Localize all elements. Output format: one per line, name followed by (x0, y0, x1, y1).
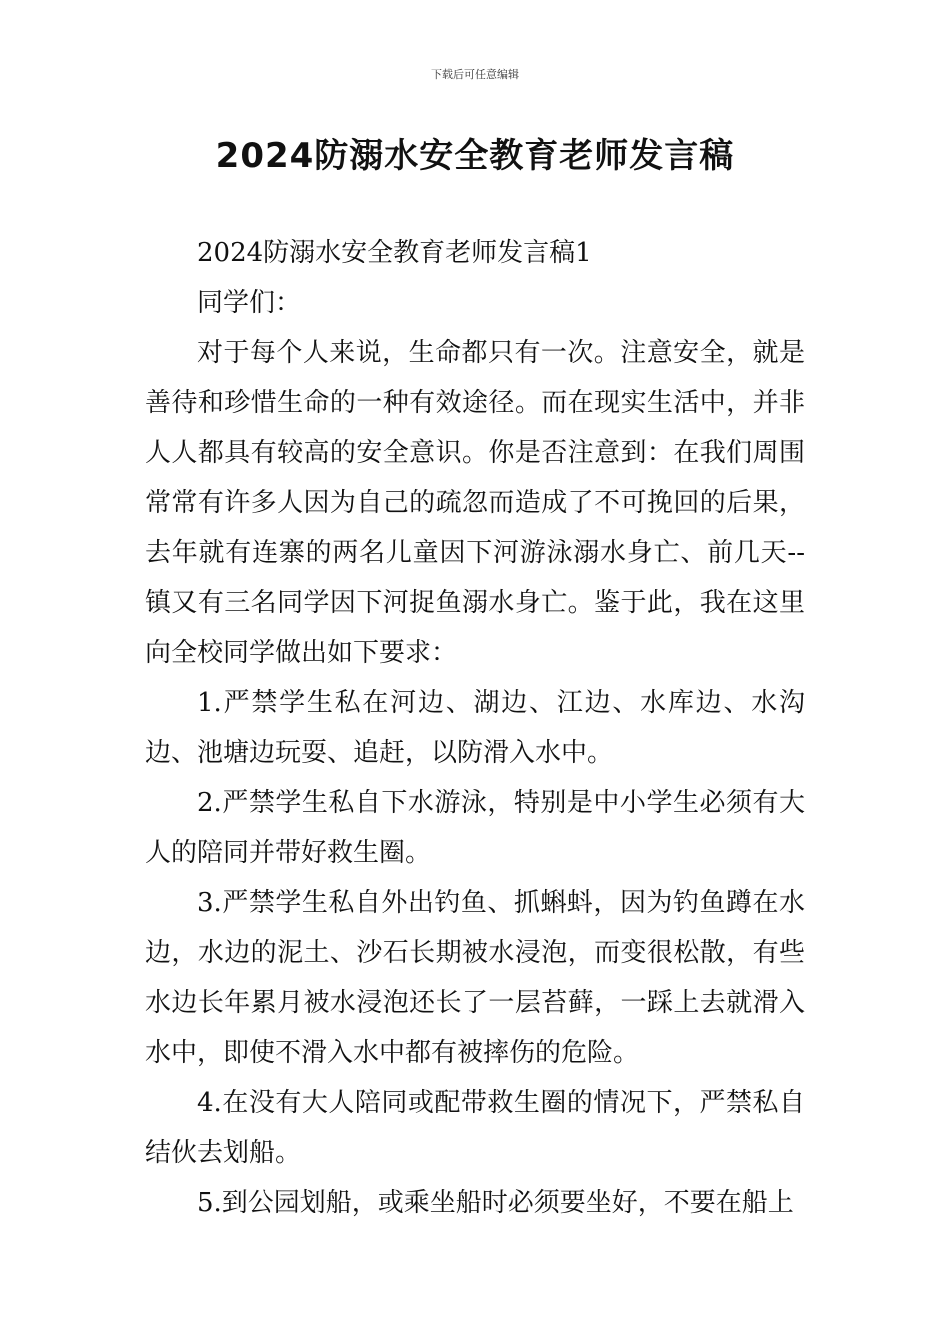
paragraph-rule-5: 5.到公园划船，或乘坐船时必须要坐好，不要在船上 (197, 1188, 794, 1218)
paragraph-rule-3: 3.严禁学生私自外出钓鱼、抓蝌蚪，因为钓鱼蹲在水边，水边的泥土、沙石长期被水浸泡，而变很松散，有些水边长年累月被水浸泡还长了一层苔藓，一踩上去就滑入水中，即使不滑入水中都有被摔伤的危险。 (145, 888, 805, 1068)
paragraph-rule-4: 4.在没有大人陪同或配带救生圈的情况下，严禁私自结伙去划船。 (145, 1088, 805, 1168)
document-body (145, 228, 805, 1228)
paragraph-intro: 对于每个人来说，生命都只有一次。注意安全，就是善待和珍惜生命的一种有效途径。而在现实生活中，并非人人都具有较高的安全意识。你是否注意到：在我们周围常常有许多人因为自己的疏忽而造成了不可挽回的后果，去年就有连寨的两名儿童因下河游泳溺水身亡、前几天--镇又有三名同学因下河捉鱼溺水身亡。鉴于此，我在这里向全校同学做出如下要求： (145, 338, 805, 668)
document-title: 2024防溺水安全教育老师发言稿 (215, 136, 735, 176)
paragraph-subtitle: 2024防溺水安全教育老师发言稿1 (197, 238, 592, 268)
paragraph-rule-1: 1.严禁学生私在河边、湖边、江边、水库边、水沟边、池塘边玩耍、追赶，以防滑入水中。 (145, 688, 805, 768)
header-note: 下载后可任意编辑 (431, 68, 519, 81)
paragraph-rule-2: 2.严禁学生私自下水游泳，特别是中小学生必须有大人的陪同并带好救生圈。 (145, 788, 805, 868)
paragraph-salutation: 同学们： (197, 288, 302, 318)
